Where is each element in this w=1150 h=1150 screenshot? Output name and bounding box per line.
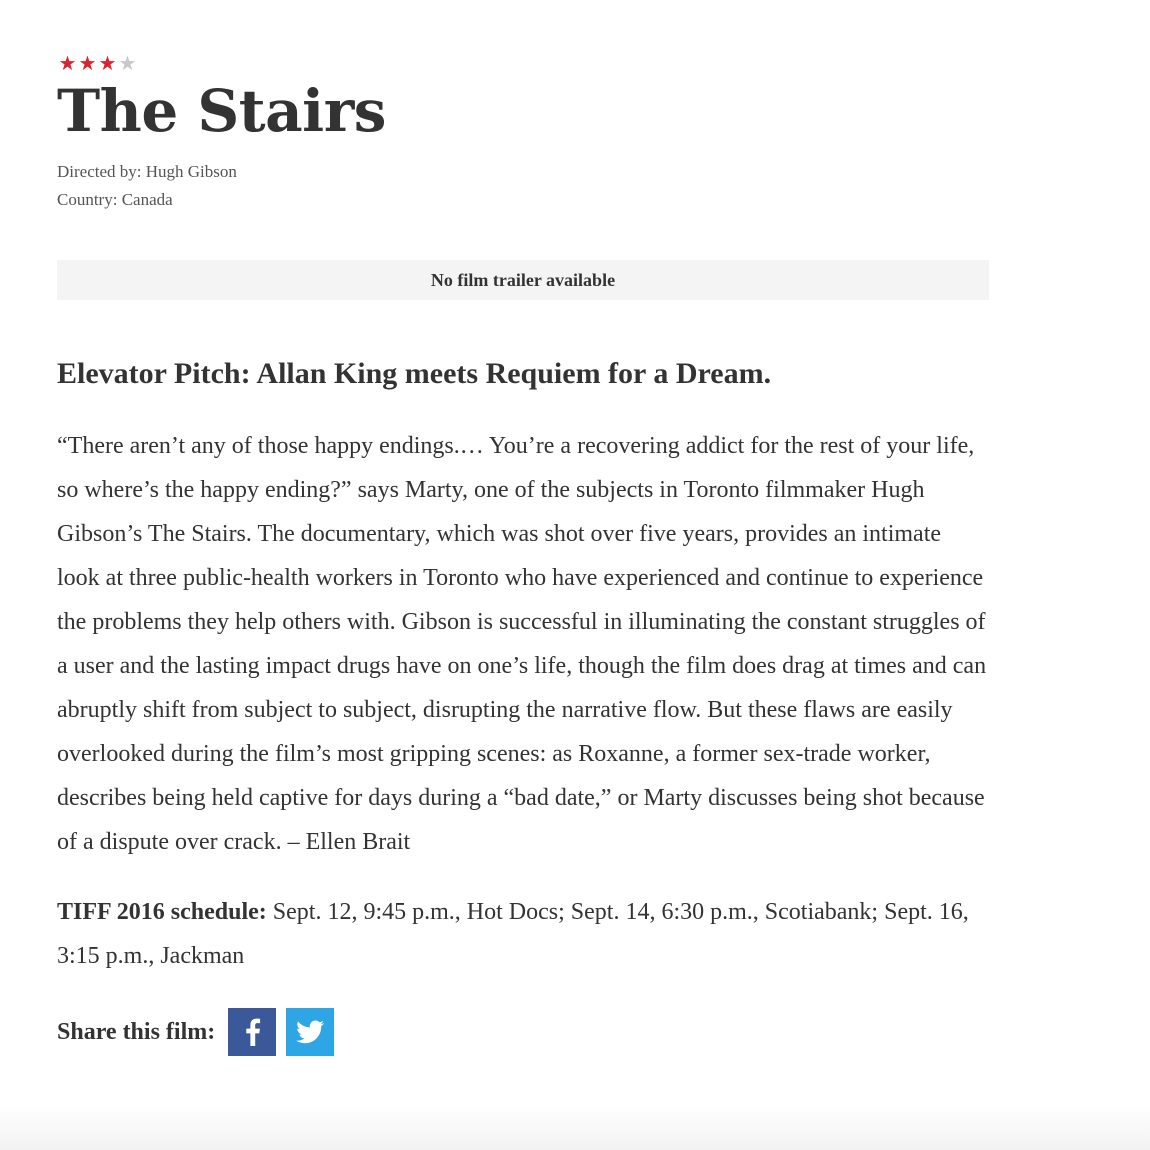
schedule-text: Sept. 12, 9:45 p.m., Hot Docs; Sept. 14, 6:30 p.m., Scotiabank; Sept. 16, 3:15 p.m., Jackman [57,899,969,969]
trailer-placeholder [57,260,989,300]
star-filled-icon: ★ [58,51,76,75]
share-bar [57,1008,989,1056]
share-label: Share this film: [57,1018,216,1045]
star-filled-icon: ★ [78,51,96,75]
star-empty-icon: ★ [118,51,136,75]
twitter-share-button[interactable] [286,1008,334,1056]
twitter-icon [296,1020,324,1044]
trailer-message: No film trailer available [430,269,616,290]
star-filled-icon: ★ [98,51,116,75]
country-line: Country: Canada [57,190,173,209]
review-body: “There aren’t any of those happy endings.… You’re a recovering addict for the rest of your life, so where’s the happy ending?” says Marty, one of the subjects in Toronto filmmaker Hugh Gibson’s The Stairs. The documentary, which was shot over five years, provides an intimate look at three public-health workers in Toronto who have experienced and continue to experience the problems they help others with. Gibson is successful in illuminating the constant struggles of a user and the lasting impact drugs have on one’s life, though the film does drag at times and can abruptly shift from subject to subject, disrupting the narrative flow. But these flaws are easily overlooked during the film’s most gripping scenes: as Roxanne, a former sex-trade worker, describes being held captive for days during a “bad date,” or Marty discusses being shot because of a dispute over crack. – Ellen Brait [57,433,987,855]
facebook-share-button[interactable] [228,1008,276,1056]
elevator-pitch-heading: Elevator Pitch: Allan King meets Requiem for a Dream. [57,357,772,390]
film-meta [57,158,989,214]
film-title: The Stairs [57,77,386,145]
tiff-schedule [57,890,989,978]
bottom-fade [0,1104,1150,1150]
schedule-label: TIFF 2016 schedule: [57,899,267,925]
director-line: Directed by: Hugh Gibson [57,162,237,181]
star-rating [57,52,989,74]
facebook-icon [242,1018,262,1046]
film-review [57,52,989,1056]
